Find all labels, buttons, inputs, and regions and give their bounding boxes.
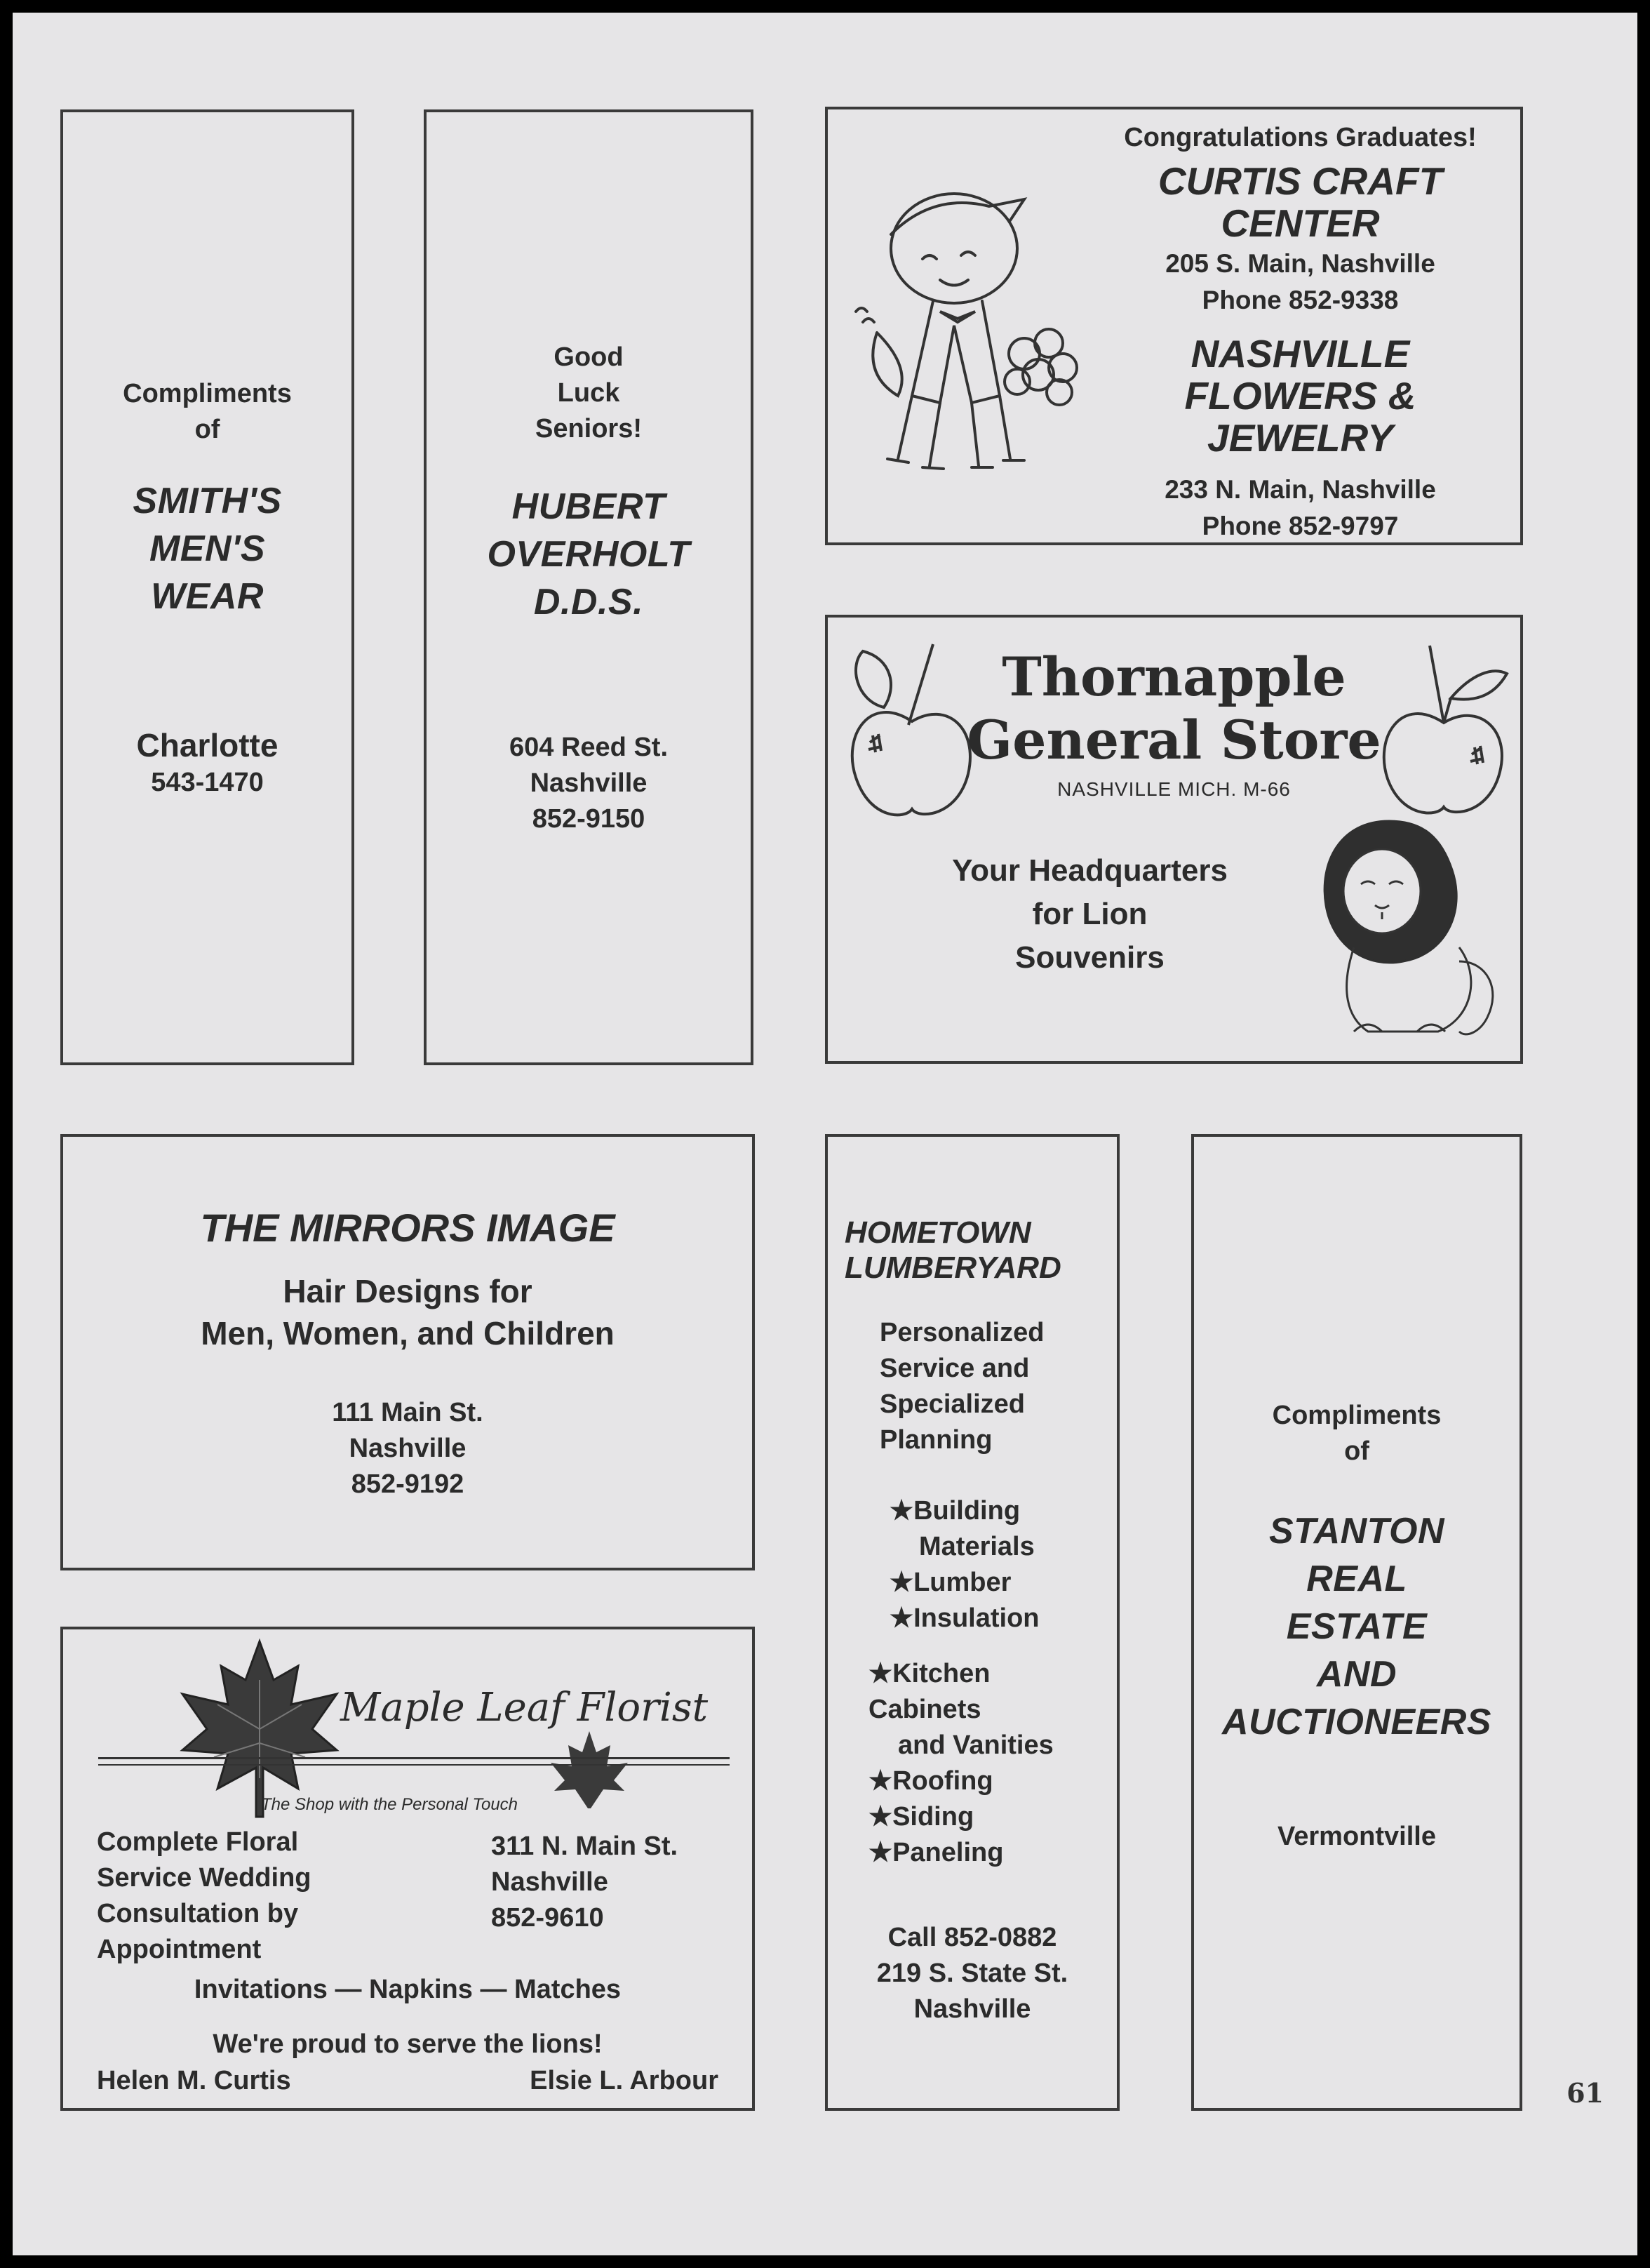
mirrors-address <box>63 1395 752 1502</box>
ad-hubert-overholt <box>424 109 753 1065</box>
maple-logo-rule-thin <box>98 1764 730 1766</box>
curtis-heading: Congratulations Graduates! <box>1124 123 1477 152</box>
maple-address-line: 852-9610 <box>491 1903 604 1933</box>
stanton-name-line: REAL <box>1306 1559 1407 1599</box>
smiths-intro-line: Compliments <box>123 379 292 408</box>
nashville-flowers-address <box>1080 472 1520 545</box>
thornapple-name-line: General Store <box>967 709 1381 771</box>
lumber-list-item: ★Roofing <box>868 1766 993 1796</box>
ad-stanton-real-estate <box>1191 1134 1522 2111</box>
overholt-name <box>427 483 751 626</box>
ad-hometown-lumberyard <box>825 1134 1120 2111</box>
maple-proud: We're proud to serve the lions! <box>213 2029 603 2059</box>
lumber-contact-line: Nashville <box>913 1994 1031 2024</box>
lumber-name <box>845 1215 1061 1286</box>
page-number: 61 <box>1567 2077 1604 2109</box>
lumber-service-line: Service and <box>880 1354 1030 1383</box>
overholt-name-line: HUBERT <box>511 486 666 527</box>
smiths-name-line: WEAR <box>151 576 264 617</box>
maple-leaf-small-icon <box>547 1728 631 1812</box>
maple-address-line: 311 N. Main St. <box>491 1832 678 1861</box>
thornapple-tagline-line: for Lion <box>1032 897 1148 931</box>
thornapple-name-line: Thornapple <box>1002 646 1346 708</box>
lumber-service <box>880 1315 1044 1458</box>
stanton-name-line: AND <box>1316 1654 1397 1695</box>
overholt-address <box>427 730 751 837</box>
ad-maple-leaf-florist <box>60 1627 755 2111</box>
stanton-intro-line: of <box>1344 1436 1369 1466</box>
lumber-list-item: Cabinets <box>868 1695 981 1724</box>
stanton-intro-line: Compliments <box>1272 1401 1442 1430</box>
curtis-name-line: CURTIS CRAFT <box>1158 159 1443 203</box>
mirrors-tagline <box>63 1270 752 1354</box>
smiths-city: Charlotte <box>136 727 279 763</box>
maple-services-line: Appointment <box>97 1935 262 1964</box>
stanton-name <box>1194 1507 1520 1746</box>
curtis-name <box>1080 160 1520 244</box>
maple-leaf-large-icon <box>175 1638 344 1820</box>
curtis-address-line: Phone 852-9338 <box>1202 286 1399 314</box>
mirrors-tagline-line: Hair Designs for <box>283 1273 532 1309</box>
smiths-name <box>63 477 351 620</box>
overholt-address-line: 604 Reed St. <box>509 733 668 762</box>
smiths-phone: 543-1470 <box>151 768 264 797</box>
mirrors-tagline-line: Men, Women, and Children <box>201 1315 615 1352</box>
lumber-service-line: Planning <box>880 1425 993 1455</box>
lumber-contact-line: 219 S. State St. <box>876 1959 1068 1988</box>
lumber-service-line: Specialized <box>880 1389 1025 1419</box>
nashville-flowers-name-line: NASHVILLE <box>1190 332 1410 375</box>
overholt-name-line: D.D.S. <box>533 582 644 622</box>
graduate-illustration-icon <box>849 164 1115 501</box>
lumber-list-item: and Vanities <box>898 1730 1054 1760</box>
smiths-name-line: MEN'S <box>149 528 266 569</box>
thornapple-tagline <box>870 849 1310 980</box>
curtis-address <box>1080 246 1520 319</box>
maple-services-line: Consultation by <box>97 1899 299 1928</box>
nashville-flowers-address-line: 233 N. Main, Nashville <box>1165 475 1436 504</box>
ad-smiths-mens-wear <box>60 109 354 1065</box>
stanton-name-line: AUCTIONEERS <box>1222 1702 1491 1742</box>
nashville-flowers-name-line: JEWELRY <box>1207 416 1393 460</box>
lumber-list-2 <box>868 1656 1054 1871</box>
overholt-address-line: Nashville <box>530 768 648 798</box>
stanton-intro <box>1194 1398 1520 1469</box>
overholt-intro-line: Seniors! <box>535 414 643 443</box>
maple-services-line: Service Wedding <box>97 1863 311 1893</box>
smiths-intro-line: of <box>194 415 220 444</box>
smiths-name-line: SMITH'S <box>133 481 282 521</box>
maple-address <box>491 1829 678 1936</box>
lumber-service-line: Personalized <box>880 1318 1045 1347</box>
maple-services-line: Complete Floral <box>97 1827 299 1857</box>
overholt-intro-line: Good <box>554 342 624 372</box>
lumber-list-1 <box>890 1493 1040 1636</box>
lumber-list-item: ★Siding <box>868 1802 974 1832</box>
stanton-name-line: ESTATE <box>1286 1606 1428 1647</box>
overholt-name-line: OVERHOLT <box>487 534 690 575</box>
maple-services <box>97 1825 311 1968</box>
lumber-list-item: ★Insulation <box>890 1603 1040 1633</box>
overholt-intro <box>427 340 751 447</box>
maple-logo-rule <box>98 1757 730 1759</box>
lumber-contact <box>828 1920 1117 2027</box>
thornapple-tagline-line: Souvenirs <box>1015 940 1165 975</box>
thornapple-location: NASHVILLE MICH. M-66 <box>1057 778 1291 800</box>
mirrors-address-line: 852-9192 <box>351 1469 464 1499</box>
mirrors-address-line: 111 Main St. <box>332 1398 483 1427</box>
lumber-name-line: LUMBERYARD <box>845 1250 1061 1285</box>
overholt-address-line: 852-9150 <box>532 804 645 834</box>
mirrors-address-line: Nashville <box>349 1434 467 1463</box>
lumber-list-item: ★Building <box>890 1496 1021 1526</box>
lumber-name-line: HOMETOWN <box>845 1215 1031 1250</box>
ad-curtis-craft-center <box>825 107 1523 545</box>
lumber-list-item: Materials <box>919 1532 1035 1561</box>
maple-owner-2: Elsie L. Arbour <box>530 2066 718 2095</box>
thornapple-name <box>828 646 1520 772</box>
maple-slogan: The Shop with the Personal Touch <box>261 1795 518 1814</box>
yearbook-ad-page <box>13 13 1637 2255</box>
lumber-list-item: ★Lumber <box>890 1568 1012 1597</box>
ad-thornapple-general-store <box>825 615 1523 1064</box>
stanton-city: Vermontville <box>1277 1822 1436 1851</box>
maple-items: Invitations — Napkins — Matches <box>194 1975 622 2004</box>
smiths-intro <box>63 376 351 448</box>
lumber-list-item: ★Kitchen <box>868 1659 991 1688</box>
lion-mascot-icon <box>1312 807 1508 1053</box>
curtis-name-line: CENTER <box>1221 201 1380 245</box>
thornapple-tagline-line: Your Headquarters <box>952 853 1228 888</box>
ad-the-mirrors-image <box>60 1134 755 1570</box>
curtis-address-line: 205 S. Main, Nashville <box>1165 249 1435 278</box>
lumber-contact-line: Call 852-0882 <box>887 1923 1057 1952</box>
maple-owner-1: Helen M. Curtis <box>97 2066 291 2095</box>
maple-address-line: Nashville <box>491 1867 608 1897</box>
maple-logo-text: Maple Leaf Florist <box>340 1685 709 1730</box>
overholt-intro-line: Luck <box>557 378 620 408</box>
nashville-flowers-address-line: Phone 852-9797 <box>1202 512 1399 540</box>
stanton-name-line: STANTON <box>1268 1511 1445 1552</box>
nashville-flowers-name <box>1080 333 1520 459</box>
lumber-list-item: ★Paneling <box>868 1838 1004 1867</box>
nashville-flowers-name-line: FLOWERS & <box>1184 374 1416 418</box>
mirrors-name: THE MIRRORS IMAGE <box>200 1206 615 1250</box>
